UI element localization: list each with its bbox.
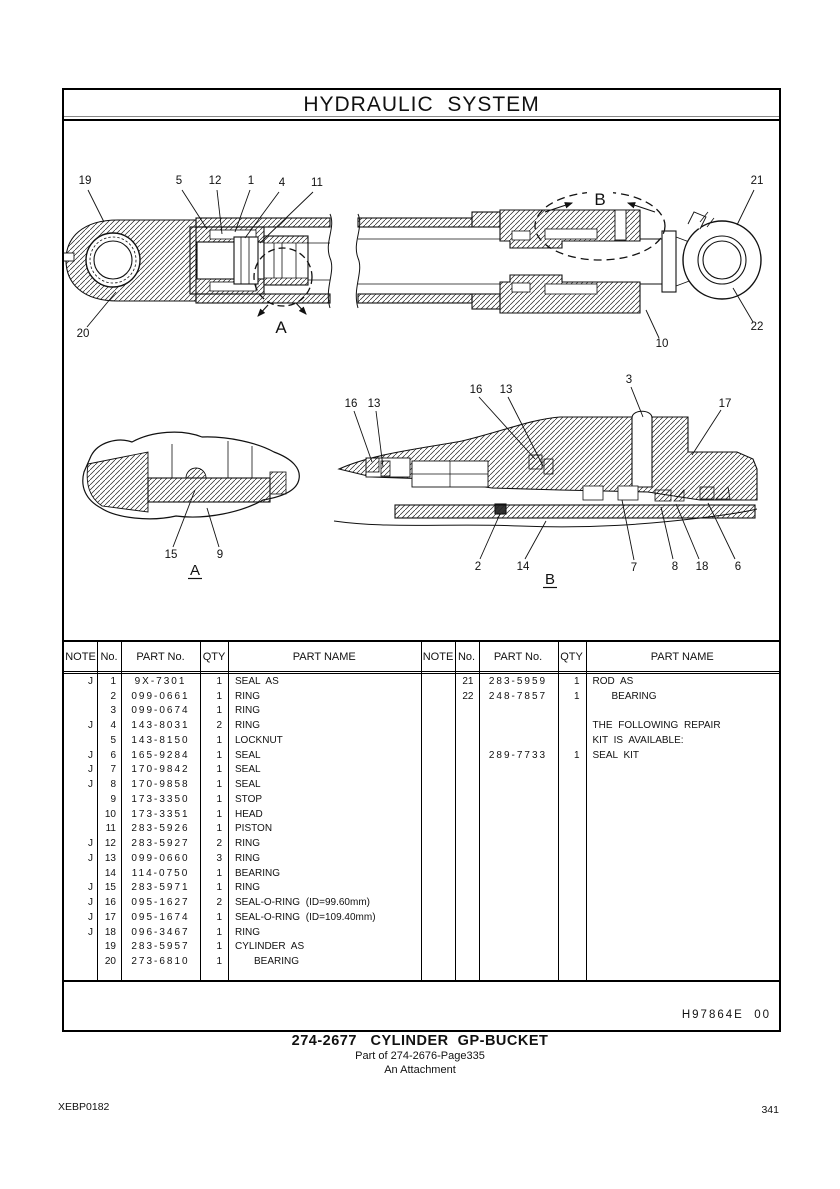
cell-name: BEARING <box>611 690 657 702</box>
cell-name: KIT IS AVAILABLE: <box>592 734 684 746</box>
callout-label: 21 <box>750 175 764 187</box>
cell-qty: 1 <box>573 749 580 761</box>
cell-qty: 1 <box>216 675 222 687</box>
cell-name: RING <box>235 852 260 864</box>
callout-label: 1 <box>247 175 255 187</box>
callout-label: 18 <box>695 561 709 573</box>
cell-name: SEAL AS <box>235 675 279 687</box>
column-header: PART NAME <box>292 650 356 663</box>
parts-tables <box>64 640 779 982</box>
callout-label: 19 <box>78 175 92 187</box>
caption-attachment: An Attachment <box>384 1063 456 1076</box>
cell-part: 170-9858 <box>131 779 190 791</box>
callout-label: 16 <box>344 398 358 410</box>
table-row <box>64 954 421 969</box>
cell-no: 2 <box>110 690 116 702</box>
cell-part: 114-0750 <box>131 867 190 879</box>
table-row <box>64 836 421 851</box>
cell-note: J <box>88 779 93 791</box>
cell-part: 9X-7301 <box>134 675 187 687</box>
cell-name: SEAL <box>235 764 261 776</box>
cell-note: J <box>88 911 93 923</box>
column-header: PART No. <box>136 650 185 663</box>
cell-no: 17 <box>104 911 116 923</box>
cell-qty: 1 <box>216 764 222 776</box>
cell-no: 3 <box>110 705 116 717</box>
cell-name: SEAL KIT <box>592 749 640 761</box>
cell-part: 099-0661 <box>131 690 190 702</box>
table-header <box>422 642 780 674</box>
cell-no: 1 <box>110 675 116 687</box>
cell-no: 19 <box>104 941 116 953</box>
parts-table-right <box>422 642 780 980</box>
cell-no: 15 <box>104 882 116 894</box>
cell-note: J <box>88 897 93 909</box>
cell-name: STOP <box>235 793 263 805</box>
table-row <box>64 704 421 719</box>
cell-qty: 1 <box>573 690 580 702</box>
cell-qty: 2 <box>216 720 222 732</box>
callout-label: 11 <box>311 177 323 189</box>
upper-assembly-rod-end <box>356 189 761 313</box>
caption-title: 274-2677 CYLINDER GP-BUCKET <box>291 1033 549 1049</box>
cell-name: SEAL <box>235 749 261 761</box>
cell-part: 143-8031 <box>131 720 190 732</box>
cell-name: RING <box>235 720 260 732</box>
column-header: QTY <box>202 650 226 663</box>
cell-name: RING <box>235 690 260 702</box>
caption-subtitle: Part of 274-2676-Page335 <box>355 1050 485 1063</box>
cell-qty: 1 <box>216 734 222 746</box>
cell-no: 16 <box>104 897 116 909</box>
column-header: NOTE <box>65 650 96 663</box>
callout-label: 2 <box>474 561 482 573</box>
cell-part: 283-5959 <box>488 675 548 687</box>
table-row <box>64 866 421 881</box>
column-header: No. <box>457 650 476 663</box>
column-header: No. <box>100 650 118 663</box>
cell-name: HEAD <box>235 808 263 820</box>
cell-part: 173-3350 <box>131 793 190 805</box>
cell-part: 170-9842 <box>131 764 190 776</box>
figure-caption <box>0 1032 840 1078</box>
table-row <box>64 807 421 822</box>
callout-leader <box>692 410 721 455</box>
cell-name: SEAL-O-RING (ID=99.60mm) <box>235 897 370 909</box>
callout-label: 13 <box>499 384 513 396</box>
cell-no: 12 <box>104 838 116 850</box>
callout-leader <box>354 411 372 462</box>
cell-note: J <box>88 764 93 776</box>
callout-leader <box>737 190 754 225</box>
table-row <box>64 674 421 689</box>
cell-name: RING <box>235 838 260 850</box>
callout-label: 22 <box>750 321 764 333</box>
cell-name: CYLINDER AS <box>235 941 305 953</box>
page-frame <box>62 88 781 1032</box>
cell-no: 4 <box>110 720 116 732</box>
column-header: QTY <box>560 650 583 663</box>
callout-label: 14 <box>516 561 530 573</box>
table-row <box>64 763 421 778</box>
cell-part: 173-3351 <box>131 808 190 820</box>
cell-no: 13 <box>104 852 116 864</box>
cell-qty: 2 <box>216 838 222 850</box>
callout-label: B <box>594 190 606 209</box>
document-code: H97864E 00 <box>681 1009 771 1021</box>
cell-qty: 1 <box>216 926 222 938</box>
cell-part: 289-7733 <box>488 749 548 761</box>
cell-qty: 1 <box>216 705 222 717</box>
callout-label: 17 <box>718 398 732 410</box>
cell-qty: 1 <box>216 749 222 761</box>
cell-qty: 1 <box>216 911 222 923</box>
cell-name: BEARING <box>254 956 300 968</box>
cell-note: J <box>88 882 93 894</box>
table-body <box>64 674 421 980</box>
detail-a-view <box>83 432 300 519</box>
footer-page-number: 341 <box>761 1104 779 1116</box>
cell-part: 095-1674 <box>131 911 190 923</box>
column-header: NOTE <box>422 650 454 663</box>
cell-qty: 1 <box>216 867 222 879</box>
table-row <box>422 704 780 719</box>
callout-label: 5 <box>175 175 183 187</box>
callout-label: 16 <box>469 384 483 396</box>
cell-no: 22 <box>462 690 474 702</box>
cell-part: 099-0674 <box>131 705 190 717</box>
cell-qty: 1 <box>216 941 222 953</box>
table-row <box>422 733 780 748</box>
callout-label: 10 <box>655 338 669 350</box>
cell-part: 099-0660 <box>131 852 190 864</box>
cell-no: 11 <box>105 823 116 835</box>
callout-label: 7 <box>630 562 638 574</box>
cell-qty: 1 <box>573 675 580 687</box>
cylinder-diagram <box>64 121 779 640</box>
table-row <box>64 718 421 733</box>
cell-note: J <box>88 675 93 687</box>
callout-label: A <box>189 562 201 579</box>
cell-note: J <box>88 926 93 938</box>
table-row <box>64 792 421 807</box>
table-row <box>422 718 780 733</box>
table-row <box>64 689 421 704</box>
cell-name: LOCKNUT <box>235 734 283 746</box>
callout-leader <box>646 310 659 338</box>
callout-label: 15 <box>164 549 178 561</box>
cell-qty: 1 <box>216 779 222 791</box>
cell-no: 7 <box>110 764 116 776</box>
callout-label: 20 <box>76 328 90 340</box>
callout-label: 9 <box>216 549 224 561</box>
parts-table-left <box>64 642 422 980</box>
table-row <box>64 910 421 925</box>
callout-label: 8 <box>671 561 679 573</box>
cell-no: 6 <box>110 749 116 761</box>
cell-name: BEARING <box>235 867 281 879</box>
table-row <box>422 674 780 689</box>
table-row <box>64 822 421 837</box>
table-row <box>64 748 421 763</box>
callout-label: 3 <box>625 374 633 386</box>
cell-no: 9 <box>110 793 116 805</box>
cell-name: RING <box>235 882 260 894</box>
table-body <box>422 674 780 980</box>
cell-part: 248-7857 <box>488 690 548 702</box>
cell-part: 273-6810 <box>131 956 190 968</box>
cell-no: 21 <box>462 675 474 687</box>
cell-part: 095-1627 <box>131 897 190 909</box>
cell-note: J <box>88 720 93 732</box>
callout-label: 12 <box>208 175 222 187</box>
cell-name: RING <box>235 926 260 938</box>
cell-part: 165-9284 <box>131 749 190 761</box>
callout-leader <box>480 514 500 559</box>
table-header <box>64 642 421 674</box>
cell-name: ROD AS <box>592 675 634 687</box>
table-row <box>422 748 780 763</box>
cell-qty: 1 <box>216 793 222 805</box>
column-header: PART No. <box>493 650 543 663</box>
cell-no: 5 <box>110 734 116 746</box>
cell-qty: 1 <box>216 690 222 702</box>
cell-qty: 1 <box>216 956 222 968</box>
cell-part: 143-8150 <box>131 734 190 746</box>
cell-part: 096-3467 <box>131 926 190 938</box>
cell-part: 283-5926 <box>131 823 190 835</box>
callout-label: 4 <box>278 177 286 189</box>
cell-no: 20 <box>104 956 116 968</box>
upper-assembly-head-end <box>64 214 332 316</box>
table-row <box>64 925 421 940</box>
callout-leader <box>88 190 104 222</box>
cell-note: J <box>88 838 93 850</box>
callout-label: 13 <box>367 398 381 410</box>
table-row <box>422 689 780 704</box>
detail-b-view <box>334 411 757 527</box>
cell-part: 283-5927 <box>131 838 190 850</box>
cell-no: 10 <box>104 808 116 820</box>
callout-label: B <box>544 571 556 588</box>
callout-label: 6 <box>734 561 742 573</box>
cell-name: SEAL-O-RING (ID=109.40mm) <box>235 911 376 923</box>
cell-qty: 1 <box>216 823 222 835</box>
page-title: HYDRAULIC SYSTEM <box>64 90 779 121</box>
table-row <box>64 733 421 748</box>
cell-note: J <box>88 749 93 761</box>
cell-name: SEAL <box>235 779 261 791</box>
cell-qty: 2 <box>216 897 222 909</box>
cell-qty: 1 <box>216 808 222 820</box>
cell-note: J <box>88 852 93 864</box>
callout-label: A <box>275 318 287 337</box>
cell-no: 18 <box>104 926 116 938</box>
cell-part: 283-5971 <box>131 882 190 894</box>
cell-no: 14 <box>104 867 116 879</box>
footer-doc-id: XEBP0182 <box>58 1101 110 1113</box>
cell-qty: 3 <box>216 852 222 864</box>
table-row <box>64 895 421 910</box>
cell-name: RING <box>235 705 260 717</box>
cell-qty: 1 <box>216 882 222 894</box>
table-row <box>64 881 421 896</box>
table-row <box>64 777 421 792</box>
cell-name: THE FOLLOWING REPAIR <box>592 720 721 732</box>
column-header: PART NAME <box>650 650 714 663</box>
cell-part: 283-5957 <box>131 941 190 953</box>
table-row <box>64 940 421 955</box>
cell-no: 8 <box>110 779 116 791</box>
cell-name: PISTON <box>235 823 273 835</box>
table-row <box>64 851 421 866</box>
